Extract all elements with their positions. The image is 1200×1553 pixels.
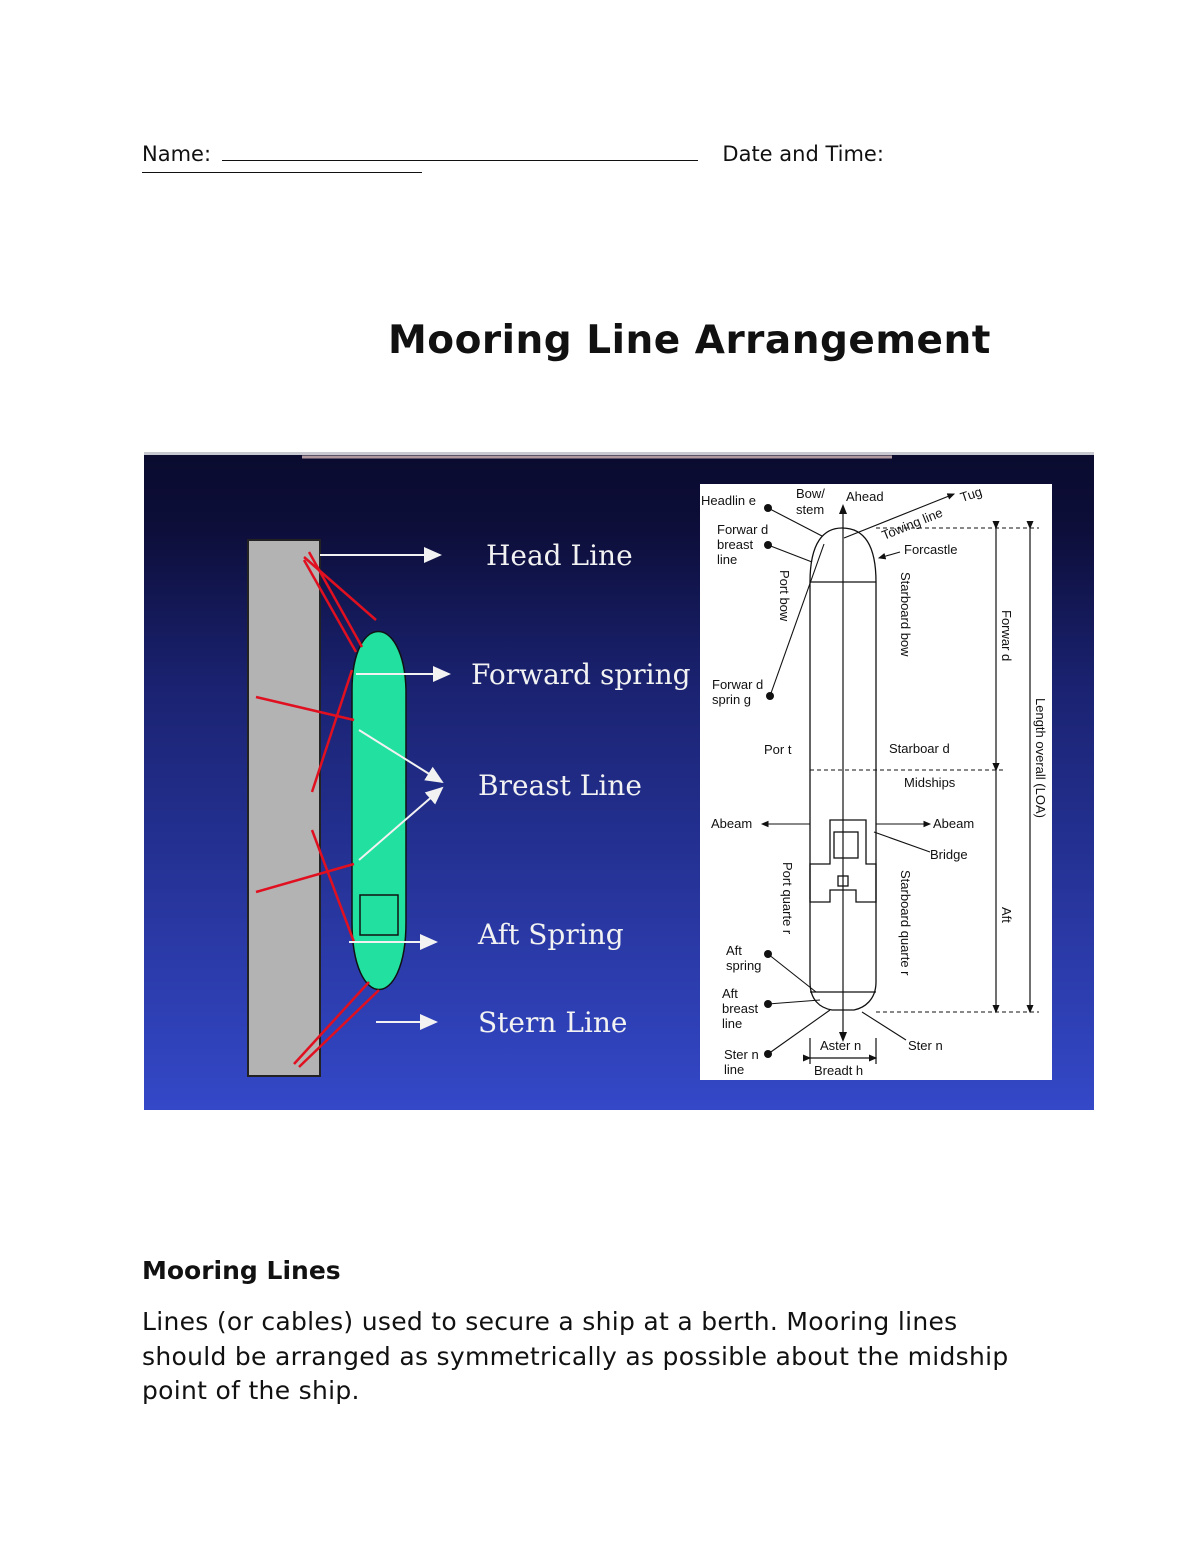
lbl-forward-breast-3: line <box>717 552 738 567</box>
lbl-forward-breast-2: breast <box>717 537 754 552</box>
lbl-aft-breast-2: breast <box>722 1001 759 1016</box>
lbl-bow: Bow/ <box>796 486 825 501</box>
lbl-ahead: Ahead <box>846 489 884 504</box>
label-aft-spring: Aft Spring <box>478 918 624 951</box>
section-title: Mooring Lines <box>142 1256 341 1285</box>
lbl-starboard-bow: Starboard bow <box>898 572 913 657</box>
lbl-breadth: Breadt h <box>814 1063 864 1078</box>
ship <box>352 632 406 990</box>
right-panel <box>700 484 1052 1080</box>
lbl-abeam-right: Abeam <box>933 816 975 831</box>
lbl-starboard: Starboar d <box>889 741 950 756</box>
lbl-stern: Ster n <box>908 1038 943 1053</box>
lbl-aft-breast-3: line <box>722 1016 743 1031</box>
lbl-forward-spring-1: Forwar d <box>712 677 764 692</box>
lbl-aft-dim: Aft <box>999 907 1014 923</box>
lbl-loa: Length overall (LOA) <box>1033 698 1048 818</box>
section-body: Lines (or cables) used to secure a ship at a berth. Mooring lines should be arranged as symmetrically as possible about the midship point of the ship. <box>142 1307 1009 1405</box>
figure-top-border <box>144 452 1094 455</box>
lbl-towing-line: Towing line <box>879 504 945 543</box>
mooring-figure <box>144 452 1094 1110</box>
lbl-midships: Midships <box>904 775 956 790</box>
lbl-stern-line-2: line <box>724 1062 745 1077</box>
label-forward-spring: Forward spring <box>471 658 691 691</box>
lbl-aft-breast-1: Aft <box>722 986 738 1001</box>
lbl-aft-spring-2: spring <box>726 958 762 973</box>
date-blank[interactable] <box>142 172 422 173</box>
lbl-stem: stem <box>796 502 825 517</box>
label-head-line: Head Line <box>486 539 633 572</box>
lbl-forward-dim: Forwar d <box>999 610 1014 662</box>
name-blank[interactable] <box>222 142 698 161</box>
label-breast-line: Breast Line <box>478 769 642 802</box>
lbl-forward-breast-1: Forwar d <box>717 522 769 537</box>
lbl-forcastle: Forcastle <box>904 542 958 557</box>
lbl-tug: Tug <box>958 483 984 505</box>
lbl-headline: Headlin e <box>701 493 756 508</box>
pier <box>248 540 320 1076</box>
date-label: Date and Time: <box>722 142 884 166</box>
lbl-starboard-quarter: Starboard quarte r <box>898 870 913 976</box>
lbl-port-bow: Port bow <box>777 570 792 622</box>
mooring-diagram <box>144 452 1094 1110</box>
lbl-port-quarter: Port quarte r <box>780 862 795 935</box>
label-stern-line: Stern Line <box>478 1006 628 1039</box>
lbl-port: Por t <box>764 742 792 757</box>
header-row <box>142 142 1042 166</box>
lbl-stern-line-1: Ster n <box>724 1047 759 1062</box>
lbl-bridge: Bridge <box>930 847 968 862</box>
lbl-abeam-left: Abeam <box>711 816 753 831</box>
lbl-astern: Aster n <box>820 1038 862 1053</box>
lbl-aft-spring-1: Aft <box>726 943 742 958</box>
page-title: Mooring Line Arrangement <box>388 318 991 363</box>
name-label: Name: <box>142 142 212 166</box>
lbl-forward-spring-2: sprin g <box>712 692 752 707</box>
